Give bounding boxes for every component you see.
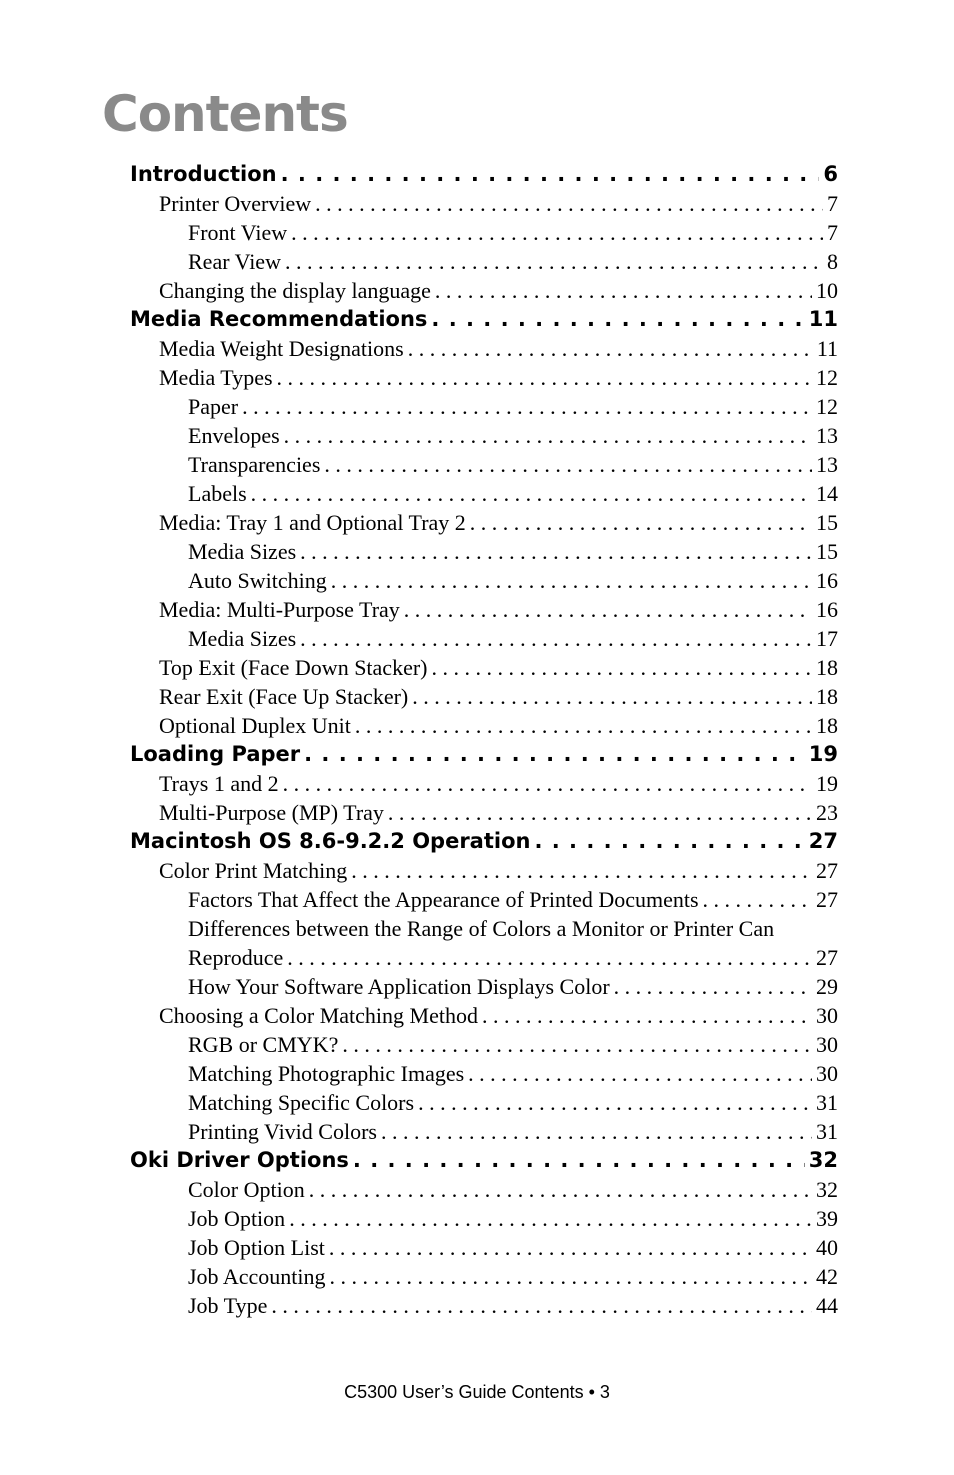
toc-entry-differences-range-line2[interactable] xyxy=(0,943,838,972)
toc-entry-printing-vivid-colors[interactable] xyxy=(0,1117,838,1146)
toc-entry-media-types[interactable] xyxy=(0,363,838,392)
toc-entry-label: Choosing a Color Matching Method xyxy=(159,1003,478,1028)
toc-entry-page: 31 xyxy=(816,1119,838,1144)
toc-entry-envelopes[interactable] xyxy=(0,421,838,450)
toc-entry-page: 13 xyxy=(816,452,838,477)
toc-entry-label: Reproduce xyxy=(188,945,284,970)
toc-entry-label: Job Option List xyxy=(188,1235,325,1260)
toc-entry-transparencies[interactable] xyxy=(0,450,838,479)
toc-entry-label: Media Sizes xyxy=(188,539,297,564)
dot-leader xyxy=(284,421,812,450)
dot-leader xyxy=(418,1088,812,1117)
toc-entry-page: 13 xyxy=(816,423,838,448)
dot-leader xyxy=(324,450,812,479)
toc-entry-job-option[interactable] xyxy=(0,1204,838,1233)
toc-entry-matching-photographic-images[interactable] xyxy=(0,1059,838,1088)
toc-entry-front-view[interactable] xyxy=(0,218,838,247)
dot-leader xyxy=(381,1117,812,1146)
toc-entry-macintosh-operation[interactable] xyxy=(0,827,838,856)
toc-entry-page: 19 xyxy=(808,742,838,766)
dot-leader xyxy=(482,1001,812,1030)
toc-entry-page: 8 xyxy=(827,249,838,274)
dot-leader xyxy=(351,856,812,885)
toc-entry-label: Printing Vivid Colors xyxy=(188,1119,377,1144)
toc-entry-label: Matching Specific Colors xyxy=(188,1090,415,1115)
toc-entry-label: RGB or CMYK? xyxy=(188,1032,339,1057)
toc-entry-label: Differences between the Range of Colors a Monitor or Printer Can xyxy=(188,916,775,941)
toc-entry-label: Job Accounting xyxy=(188,1264,326,1289)
toc-entry-introduction[interactable] xyxy=(0,160,838,189)
toc-entry-changing-display-language[interactable] xyxy=(0,276,838,305)
toc-entry-job-type[interactable] xyxy=(0,1291,838,1320)
toc-entry-label: Media Weight Designations xyxy=(159,336,404,361)
toc-entry-page: 29 xyxy=(816,974,838,999)
toc-entry-page: 39 xyxy=(816,1206,838,1231)
toc-entry-color-print-matching[interactable] xyxy=(0,856,838,885)
toc-entry-paper[interactable] xyxy=(0,392,838,421)
dot-leader xyxy=(534,827,804,856)
toc-entry-label: Front View xyxy=(188,220,288,245)
toc-entry-label: Media Types xyxy=(159,365,273,390)
toc-entry-label: Factors That Affect the Appearance of Printed Documents xyxy=(188,887,699,912)
toc-entry-page: 30 xyxy=(816,1003,838,1028)
toc-entry-top-exit[interactable] xyxy=(0,653,838,682)
dot-leader xyxy=(281,160,820,189)
toc-entry-label: Macintosh OS 8.6-9.2.2 Operation xyxy=(130,829,531,853)
toc-entry-page: 7 xyxy=(827,220,838,245)
toc-entry-page: 44 xyxy=(816,1293,838,1318)
toc-entry-page: 27 xyxy=(816,887,838,912)
toc-entry-auto-switching[interactable] xyxy=(0,566,838,595)
toc-entry-software-displays-color[interactable] xyxy=(0,972,838,1001)
dot-leader xyxy=(277,363,812,392)
toc-entry-label: Transparencies xyxy=(188,452,321,477)
toc-entry-page: 18 xyxy=(816,684,838,709)
dot-leader xyxy=(251,479,812,508)
dot-leader xyxy=(412,682,812,711)
toc-entry-label: Matching Photographic Images xyxy=(188,1061,465,1086)
dot-leader xyxy=(271,1291,812,1320)
toc-entry-label: Labels xyxy=(188,481,247,506)
toc-entry-label: Top Exit (Face Down Stacker) xyxy=(159,655,428,680)
toc-entry-page: 18 xyxy=(816,713,838,738)
toc-entry-label: Rear Exit (Face Up Stacker) xyxy=(159,684,409,709)
toc-entry-choosing-color-matching[interactable] xyxy=(0,1001,838,1030)
toc-entry-page: 18 xyxy=(816,655,838,680)
toc-entry-label: Media Recommendations xyxy=(130,307,428,331)
toc-entry-page: 15 xyxy=(816,510,838,535)
toc-entry-page: 40 xyxy=(816,1235,838,1260)
toc-entry-page: 15 xyxy=(816,539,838,564)
toc-entry-page: 27 xyxy=(808,829,838,853)
dot-leader xyxy=(283,769,812,798)
dot-leader xyxy=(614,972,812,1001)
toc-entry-rear-view[interactable] xyxy=(0,247,838,276)
page-footer: C5300 User’s Guide Contents • 3 xyxy=(344,1382,610,1402)
toc-entry-label: Introduction xyxy=(130,162,277,186)
toc-entry-label: Job Type xyxy=(188,1293,268,1318)
toc-entry-page: 27 xyxy=(816,945,838,970)
dot-leader xyxy=(388,798,812,827)
toc-entry-page: 31 xyxy=(816,1090,838,1115)
toc-entry-color-option[interactable] xyxy=(0,1175,838,1204)
toc-entry-page: 23 xyxy=(816,800,838,825)
toc-entry-label: How Your Software Application Displays Color xyxy=(188,974,610,999)
toc-entry-rear-exit[interactable] xyxy=(0,682,838,711)
toc-entry-label: Color Option xyxy=(188,1177,305,1202)
toc-entry-label: Media: Multi-Purpose Tray xyxy=(159,597,400,622)
toc-entry-media-recommendations[interactable] xyxy=(0,305,838,334)
toc-entry-media-sizes-mp[interactable] xyxy=(0,624,838,653)
toc-entry-page: 17 xyxy=(816,626,838,651)
toc-entry-labels[interactable] xyxy=(0,479,838,508)
toc-entry-rgb-or-cmyk[interactable] xyxy=(0,1030,838,1059)
toc-entry-label: Media Sizes xyxy=(188,626,297,651)
dot-leader xyxy=(330,1262,813,1291)
toc-entry-page: 6 xyxy=(823,162,838,186)
dot-leader xyxy=(355,711,812,740)
dot-leader xyxy=(329,1233,812,1262)
dot-leader xyxy=(408,334,813,363)
toc-entry-printer-overview[interactable] xyxy=(0,189,838,218)
toc-entry-multi-purpose-mp-tray[interactable] xyxy=(0,798,838,827)
toc-entry-optional-duplex-unit[interactable] xyxy=(0,711,838,740)
dot-leader xyxy=(300,624,812,653)
toc-entry-media-multi-purpose-tray[interactable] xyxy=(0,595,838,624)
dot-leader xyxy=(703,885,812,914)
toc-entry-page: 12 xyxy=(816,394,838,419)
toc-entry-page: 32 xyxy=(816,1177,838,1202)
dot-leader xyxy=(432,653,813,682)
toc-entry-job-option-list[interactable] xyxy=(0,1233,838,1262)
dot-leader xyxy=(289,1204,812,1233)
dot-leader xyxy=(300,537,812,566)
toc-entry-page: 11 xyxy=(816,336,838,361)
toc-entry-label: Envelopes xyxy=(188,423,280,448)
dot-leader xyxy=(285,247,823,276)
toc-entry-label: Optional Duplex Unit xyxy=(159,713,351,738)
toc-entry-label: Job Option xyxy=(188,1206,286,1231)
toc-entry-label: Media: Tray 1 and Optional Tray 2 xyxy=(159,510,466,535)
toc-entry-page: 16 xyxy=(816,568,838,593)
dot-leader xyxy=(242,392,812,421)
dot-leader xyxy=(431,305,804,334)
dot-leader xyxy=(309,1175,812,1204)
toc-entry-page: 42 xyxy=(816,1264,838,1289)
toc-entry-label: Rear View xyxy=(188,249,281,274)
table-of-contents xyxy=(0,160,954,1320)
toc-entry-page: 27 xyxy=(816,858,838,883)
toc-entry-differences-range-line1[interactable] xyxy=(0,914,838,943)
toc-entry-media-weight-designations[interactable] xyxy=(0,334,838,363)
dot-leader xyxy=(304,740,805,769)
toc-entry-label: Paper xyxy=(188,394,239,419)
toc-entry-label: Auto Switching xyxy=(188,568,327,593)
dot-leader xyxy=(468,1059,812,1088)
toc-entry-label: Changing the display language xyxy=(159,278,431,303)
dot-leader xyxy=(435,276,812,305)
dot-leader xyxy=(287,943,812,972)
toc-entry-label: Oki Driver Options xyxy=(130,1148,349,1172)
toc-entry-page: 11 xyxy=(808,307,838,331)
toc-entry-label: Loading Paper xyxy=(130,742,301,766)
toc-entry-page: 10 xyxy=(816,278,838,303)
dot-leader xyxy=(315,189,823,218)
dot-leader xyxy=(331,566,812,595)
toc-entry-trays-1-and-2[interactable] xyxy=(0,769,838,798)
toc-entry-label: Multi-Purpose (MP) Tray xyxy=(159,800,384,825)
toc-entry-factors-appearance[interactable] xyxy=(0,885,838,914)
toc-entry-label: Trays 1 and 2 xyxy=(159,771,279,796)
toc-entry-page: 7 xyxy=(827,191,838,216)
dot-leader xyxy=(291,218,823,247)
toc-entry-oki-driver-options[interactable] xyxy=(0,1146,838,1175)
toc-entry-media-tray-1-and-2[interactable] xyxy=(0,508,838,537)
toc-entry-label: Printer Overview xyxy=(159,191,312,216)
dot-leader xyxy=(470,508,812,537)
dot-leader xyxy=(353,1146,805,1175)
dot-leader xyxy=(404,595,812,624)
dot-leader xyxy=(342,1030,812,1059)
toc-entry-label: Color Print Matching xyxy=(159,858,348,883)
toc-entry-loading-paper[interactable] xyxy=(0,740,838,769)
toc-entry-page: 12 xyxy=(816,365,838,390)
toc-entry-page: 32 xyxy=(808,1148,838,1172)
toc-entry-page: 16 xyxy=(816,597,838,622)
toc-entry-job-accounting[interactable] xyxy=(0,1262,838,1291)
toc-entry-page: 30 xyxy=(816,1032,838,1057)
toc-entry-media-sizes[interactable] xyxy=(0,537,838,566)
toc-entry-matching-specific-colors[interactable] xyxy=(0,1088,838,1117)
page-title: Contents xyxy=(102,85,348,143)
toc-entry-page: 30 xyxy=(816,1061,838,1086)
toc-entry-page: 14 xyxy=(816,481,838,506)
toc-entry-page: 19 xyxy=(816,771,838,796)
